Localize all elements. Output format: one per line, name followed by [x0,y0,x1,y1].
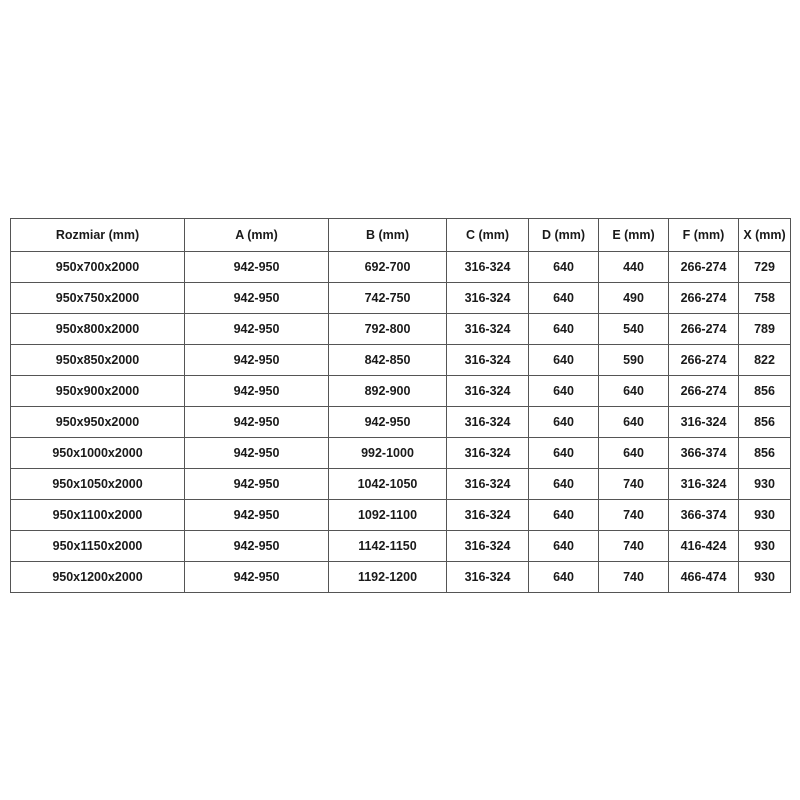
cell-f: 266-274 [669,283,739,314]
cell-c: 316-324 [447,252,529,283]
column-header-b: B (mm) [329,219,447,252]
cell-f: 416-424 [669,531,739,562]
cell-a: 942-950 [185,345,329,376]
cell-x: 930 [739,531,791,562]
cell-e: 490 [599,283,669,314]
column-header-x: X (mm) [739,219,791,252]
cell-size: 950x850x2000 [11,345,185,376]
column-header-f: F (mm) [669,219,739,252]
cell-a: 942-950 [185,500,329,531]
table-row [11,345,791,376]
cell-size: 950x1100x2000 [11,500,185,531]
cell-f: 266-274 [669,345,739,376]
cell-b: 942-950 [329,407,447,438]
cell-x: 930 [739,469,791,500]
cell-f: 366-374 [669,500,739,531]
cell-d: 640 [529,438,599,469]
table-row [11,562,791,593]
cell-size: 950x750x2000 [11,283,185,314]
cell-d: 640 [529,500,599,531]
cell-b: 1092-1100 [329,500,447,531]
size-table-container [10,218,790,593]
cell-d: 640 [529,531,599,562]
cell-a: 942-950 [185,283,329,314]
cell-x: 729 [739,252,791,283]
table-row [11,283,791,314]
cell-x: 789 [739,314,791,345]
cell-b: 892-900 [329,376,447,407]
cell-e: 740 [599,469,669,500]
cell-d: 640 [529,252,599,283]
cell-size: 950x1050x2000 [11,469,185,500]
cell-a: 942-950 [185,469,329,500]
table-row [11,469,791,500]
table-body [11,252,791,593]
cell-e: 740 [599,531,669,562]
table-row [11,252,791,283]
cell-f: 266-274 [669,376,739,407]
table-row [11,376,791,407]
cell-e: 640 [599,376,669,407]
cell-d: 640 [529,469,599,500]
cell-b: 1192-1200 [329,562,447,593]
cell-c: 316-324 [447,438,529,469]
cell-size: 950x800x2000 [11,314,185,345]
cell-d: 640 [529,376,599,407]
cell-d: 640 [529,283,599,314]
table-row [11,407,791,438]
cell-d: 640 [529,562,599,593]
column-header-e: E (mm) [599,219,669,252]
table-row [11,438,791,469]
cell-a: 942-950 [185,531,329,562]
cell-d: 640 [529,345,599,376]
cell-c: 316-324 [447,407,529,438]
cell-a: 942-950 [185,252,329,283]
cell-b: 692-700 [329,252,447,283]
cell-e: 590 [599,345,669,376]
cell-x: 930 [739,562,791,593]
cell-b: 1142-1150 [329,531,447,562]
cell-f: 266-274 [669,314,739,345]
cell-c: 316-324 [447,314,529,345]
cell-e: 640 [599,407,669,438]
cell-size: 950x1000x2000 [11,438,185,469]
cell-b: 1042-1050 [329,469,447,500]
cell-size: 950x1150x2000 [11,531,185,562]
cell-c: 316-324 [447,345,529,376]
cell-c: 316-324 [447,469,529,500]
cell-f: 316-324 [669,407,739,438]
table-header-row [11,219,791,252]
cell-f: 366-374 [669,438,739,469]
table-row [11,314,791,345]
cell-a: 942-950 [185,376,329,407]
cell-a: 942-950 [185,407,329,438]
column-header-c: C (mm) [447,219,529,252]
cell-e: 740 [599,500,669,531]
cell-d: 640 [529,314,599,345]
table-header [11,219,791,252]
cell-b: 742-750 [329,283,447,314]
cell-size: 950x1200x2000 [11,562,185,593]
cell-size: 950x700x2000 [11,252,185,283]
cell-e: 640 [599,438,669,469]
cell-a: 942-950 [185,562,329,593]
cell-f: 266-274 [669,252,739,283]
cell-size: 950x950x2000 [11,407,185,438]
column-header-a: A (mm) [185,219,329,252]
cell-x: 856 [739,376,791,407]
cell-c: 316-324 [447,283,529,314]
cell-b: 992-1000 [329,438,447,469]
cell-c: 316-324 [447,531,529,562]
cell-e: 740 [599,562,669,593]
cell-b: 842-850 [329,345,447,376]
cell-c: 316-324 [447,500,529,531]
table-row [11,531,791,562]
cell-f: 466-474 [669,562,739,593]
cell-c: 316-324 [447,562,529,593]
cell-e: 540 [599,314,669,345]
cell-a: 942-950 [185,314,329,345]
cell-f: 316-324 [669,469,739,500]
cell-d: 640 [529,407,599,438]
size-table [10,218,791,593]
cell-x: 758 [739,283,791,314]
cell-x: 822 [739,345,791,376]
cell-x: 856 [739,407,791,438]
table-row [11,500,791,531]
cell-x: 856 [739,438,791,469]
cell-size: 950x900x2000 [11,376,185,407]
column-header-d: D (mm) [529,219,599,252]
cell-e: 440 [599,252,669,283]
cell-b: 792-800 [329,314,447,345]
cell-c: 316-324 [447,376,529,407]
column-header-rozmiar: Rozmiar (mm) [11,219,185,252]
cell-a: 942-950 [185,438,329,469]
cell-x: 930 [739,500,791,531]
